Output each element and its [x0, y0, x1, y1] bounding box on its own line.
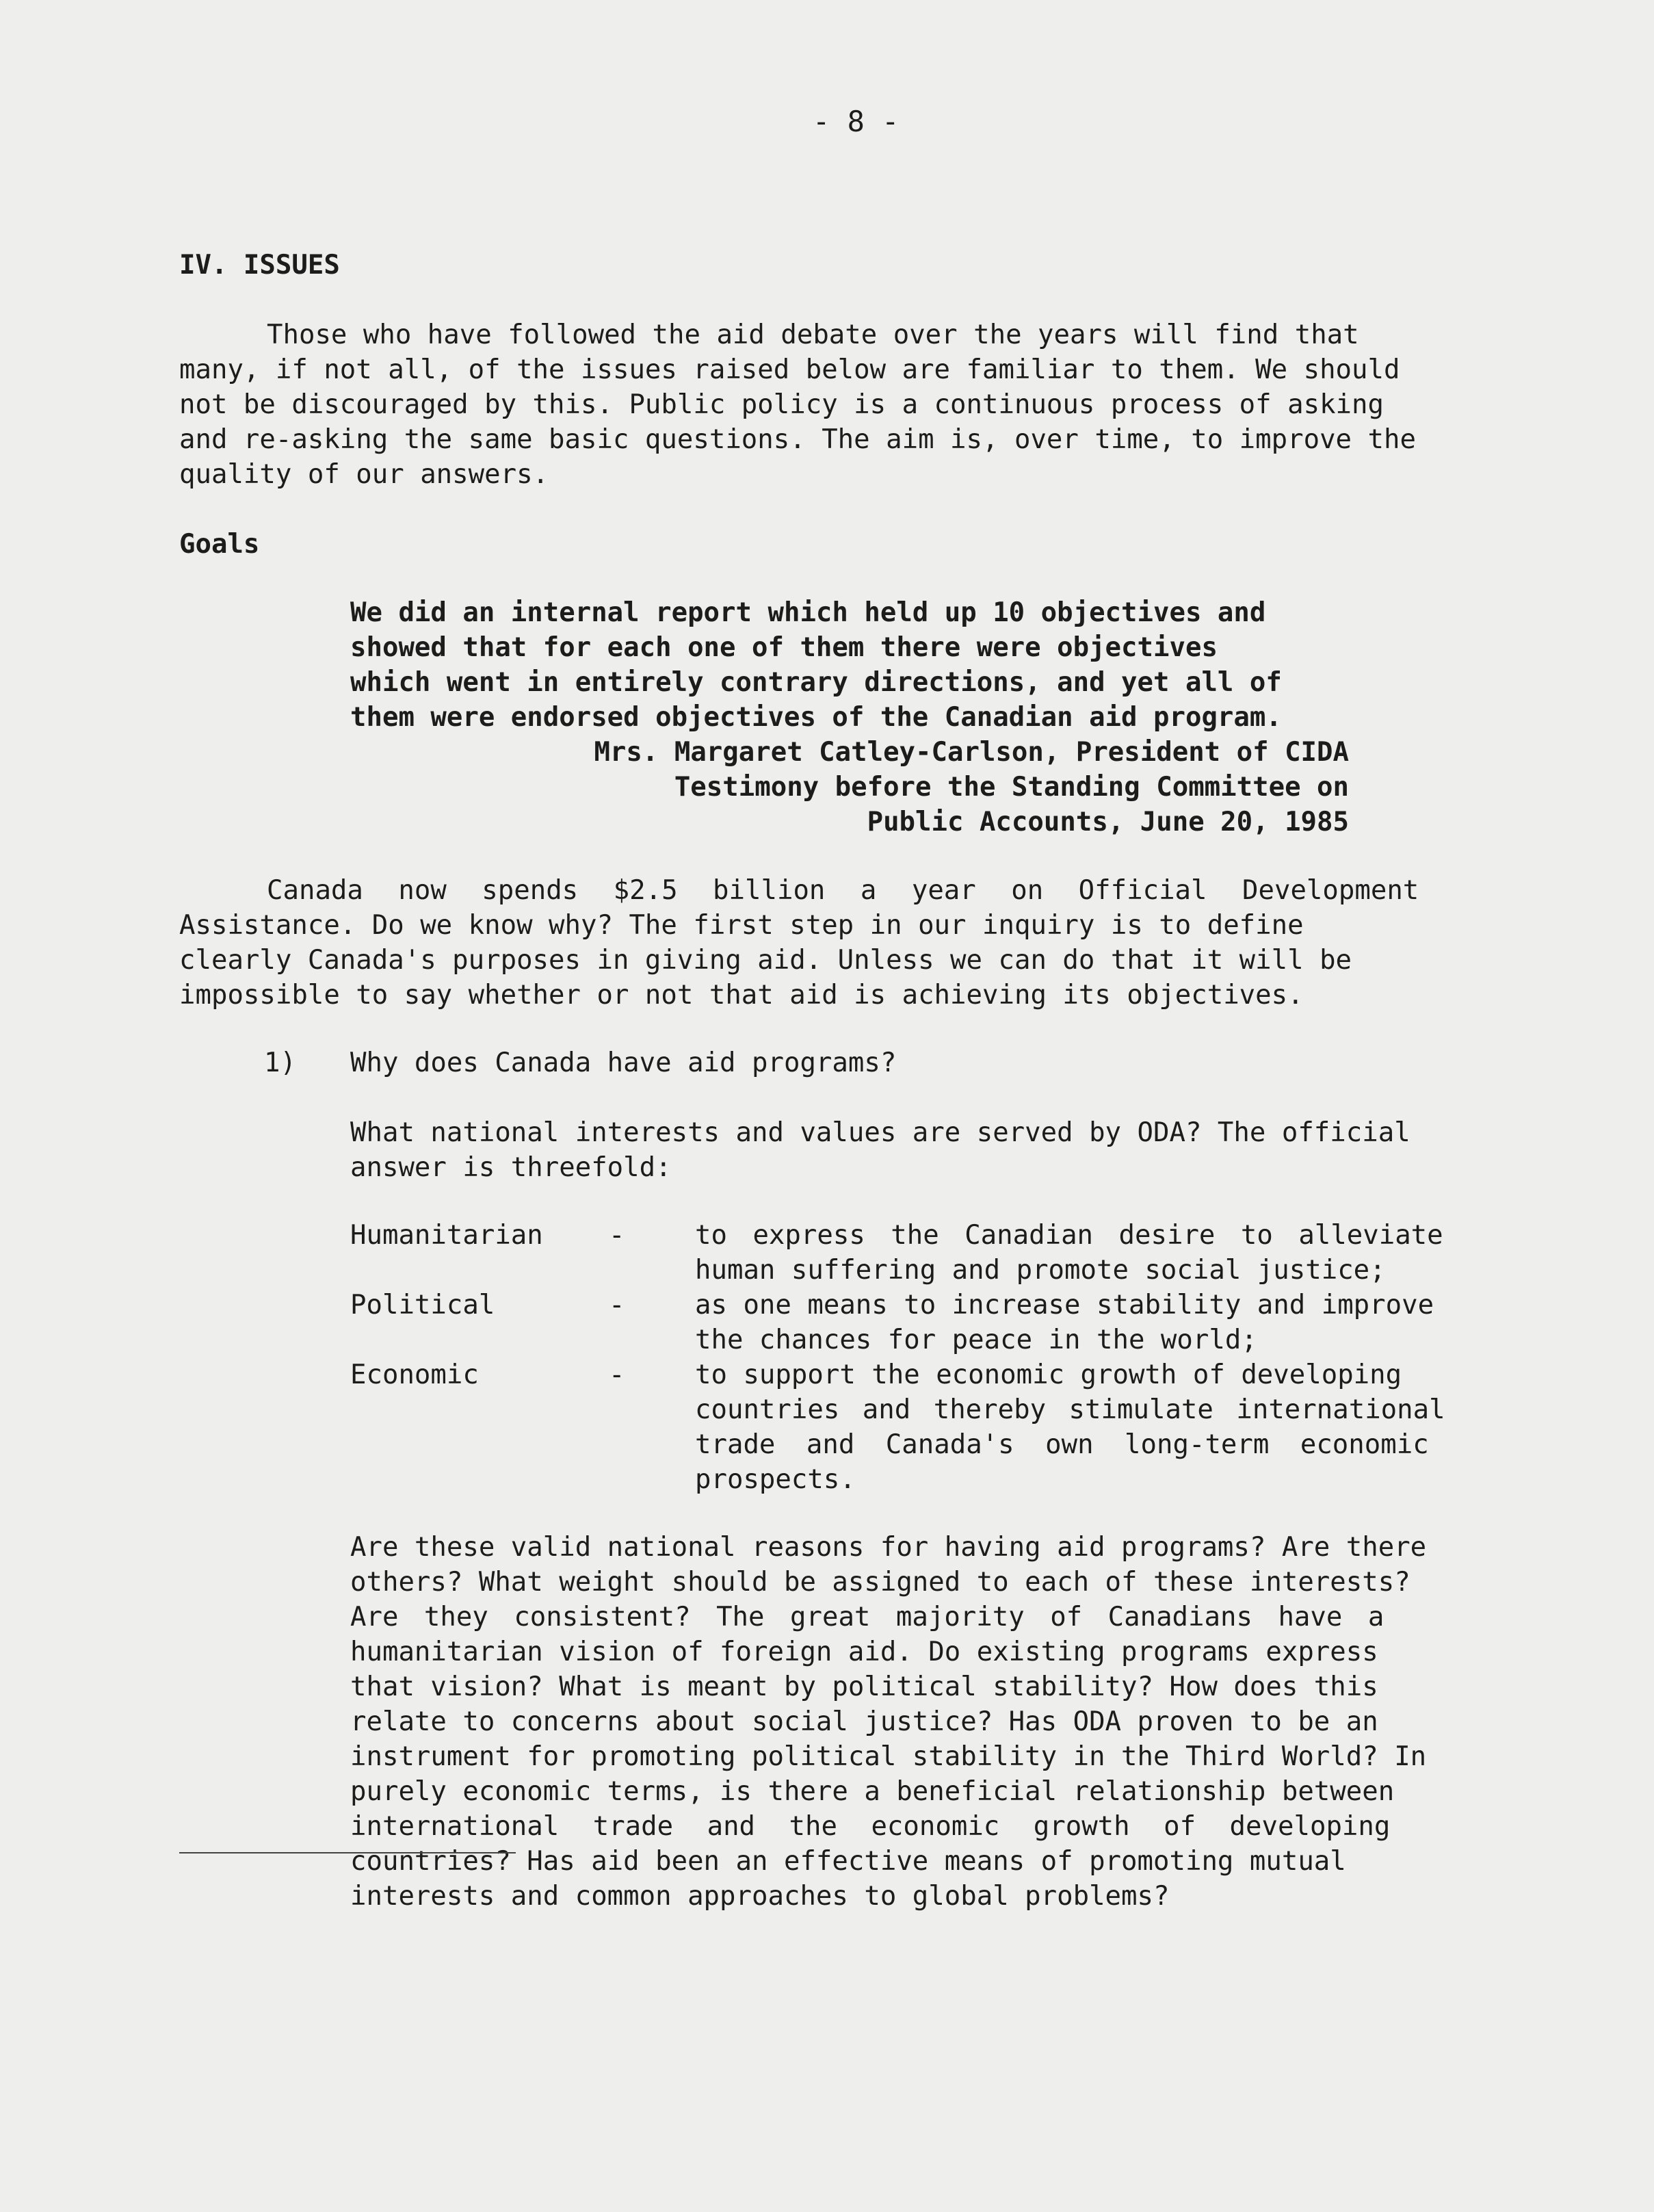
reason-description: to express the Canadian desire to alleviate human suffering and promote social justice; [695, 1220, 1443, 1286]
reason-dash: - [609, 1359, 625, 1390]
canada-paragraph [179, 873, 1520, 1013]
quote-line: which went in entirely contrary directions, and yet all of [350, 667, 1282, 698]
intro-line: quality of our answers. [179, 459, 549, 490]
intro-line: Those who have followed the aid debate over the years will find that [267, 320, 1359, 350]
page-number: - 8 - [813, 105, 900, 138]
questions-line: purely economic terms, is there a beneficial relationship between [350, 1776, 1395, 1807]
question-number: 1) [264, 1048, 296, 1078]
reason-political [350, 1288, 1520, 1357]
question-text: Why does Canada have aid programs? [350, 1048, 897, 1078]
reason-label: Economic [350, 1359, 479, 1390]
section-heading: IV. ISSUES [179, 250, 340, 281]
reason-humanitarian [350, 1218, 1520, 1288]
questions-line: that vision? What is meant by political stability? How does this [350, 1671, 1378, 1702]
attribution-line: Testimony before the Standing Committee on [674, 772, 1349, 803]
goals-heading: Goals [179, 529, 260, 560]
questions-line: countries? Has aid been an effective means of promoting mutual [350, 1846, 1346, 1877]
questions-line: others? What weight should be assigned to each of these interests? [350, 1567, 1410, 1598]
interests-line: answer is threefold: [350, 1152, 672, 1183]
questions-line: instrument for promoting political stability in the Third World? In [350, 1741, 1427, 1772]
intro-line: not be discouraged by this. Public policy is a continuous process of asking [179, 389, 1384, 420]
quote-attribution [594, 735, 1349, 840]
reason-description: as one means to increase stability and improve the chances for peace in the world; [695, 1290, 1434, 1355]
questions-line: interests and common approaches to global problems? [350, 1881, 1170, 1912]
reason-dash: - [609, 1290, 625, 1320]
questions-line: humanitarian vision of foreign aid. Do existing programs express [350, 1637, 1378, 1667]
canada-line: Canada now spends $2.5 billion a year on Official Development [267, 875, 1419, 906]
canada-line: Assistance. Do we know why? The first step in our inquiry is to define [179, 910, 1304, 941]
reason-label: Humanitarian [350, 1220, 543, 1251]
canada-line: impossible to say whether or not that aid is achieving its objectives. [179, 980, 1304, 1011]
intro-line: many, if not all, of the issues raised below are familiar to them. We should [179, 354, 1400, 385]
canada-line: clearly Canada's purposes in giving aid. Unless we can do that it will be [179, 945, 1352, 976]
questions-line: relate to concerns about social justice? Has ODA proven to be an [350, 1706, 1378, 1737]
questions-line: Are these valid national reasons for having aid programs? Are there [350, 1532, 1427, 1563]
quote-line: them were endorsed objectives of the Canadian aid program. [350, 702, 1282, 733]
interests-paragraph [350, 1115, 1520, 1185]
intro-paragraph [179, 317, 1520, 492]
reason-description: to support the economic growth of developing countries and thereby stimulate international trade and Canada's own long-term economic prospects. [695, 1359, 1445, 1495]
interests-line: What national interests and values are served by ODA? The official [350, 1117, 1410, 1148]
attribution-line: Public Accounts, June 20, 1985 [867, 807, 1349, 837]
attribution-line: Mrs. Margaret Catley-Carlson, President of CIDA [594, 737, 1349, 768]
reason-dash: - [609, 1220, 625, 1251]
questions-line: international trade and the economic growth of developing [350, 1811, 1391, 1842]
questions-line: Are they consistent? The great majority of Canadians have a [350, 1602, 1384, 1632]
questions-paragraph [350, 1530, 1520, 1914]
intro-line: and re-asking the same basic questions. The aim is, over time, to improve the [179, 424, 1416, 455]
footnote-rule [179, 1852, 516, 1853]
quote-line: showed that for each one of them there were objectives [350, 632, 1218, 663]
quote-block [350, 595, 1349, 735]
quote-line: We did an internal report which held up 10 objectives and [350, 597, 1266, 628]
reason-economic [350, 1357, 1520, 1497]
reason-label: Political [350, 1290, 495, 1320]
